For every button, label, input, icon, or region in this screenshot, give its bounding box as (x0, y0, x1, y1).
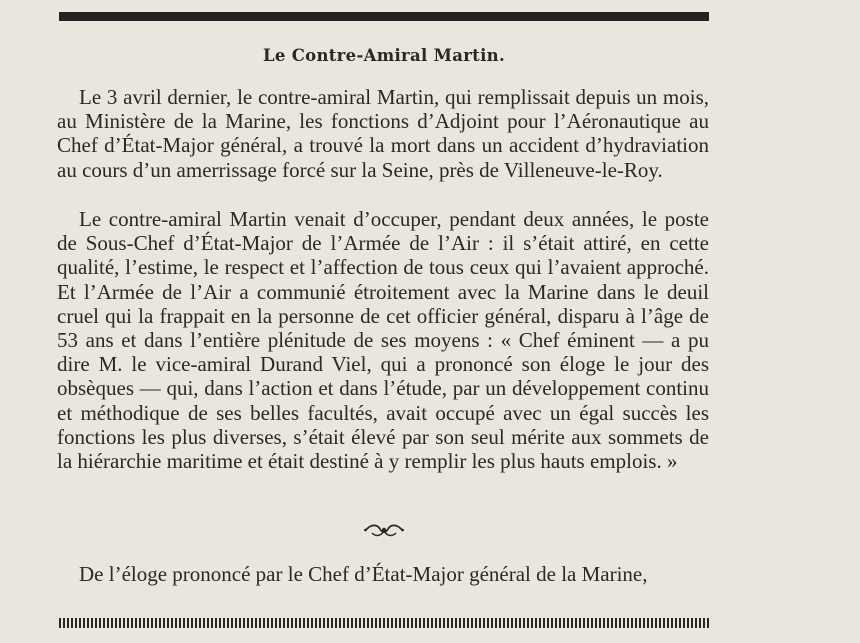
paragraph-3: De l’éloge prononcé par le Chef d’État-Major général de la Marine, (79, 562, 648, 586)
paragraph-2: Le contre-amiral Martin venait d’occuper, pendant deux années, le poste de Sous-Chef d’État-Major de l’Armée de l’Air : il s’était attiré, en cette qualité, l’estime, le respect et l’affection de tous ceux qui l’avaient approché. Et l’Armée de l’Air a communié étroitement avec la Marine dans le deuil cruel qui la frappait en la personne de cet officier général, disparu à l’âge de 53 ans et dans l’entière plénitude de ses moyens : « Chef éminent — a pu dire M. le vice-amiral Durand Viel, qui a prononcé son éloge le jour des obsèques — qui, dans l’action et dans l’étude, par un développement continu et méthodique de ses belles facultés, avait occupé avec un égal succès les fonctions les plus diverses, s’était élevé par son seul mérite aux sommets de la hiérarchie maritime et était destiné à y remplir les plus hauts emplois. » (57, 207, 709, 474)
article-title: Le Contre-Amiral Martin. (262, 46, 506, 65)
fleuron-ornament-icon (362, 521, 406, 539)
bottom-rule (59, 618, 709, 628)
top-rule (59, 12, 709, 21)
paragraph-1: Le 3 avril dernier, le contre-amiral Martin, qui remplissait depuis un mois, au Ministère de la Marine, les fonctions d’Adjoint pour l’Aéronautique au Chef d’État-Major général, a trouvé la mort dans un accident d’hydraviation au cours d’un amerrissage forcé sur la Seine, près de Villeneuve-le-Roy. (57, 85, 709, 182)
